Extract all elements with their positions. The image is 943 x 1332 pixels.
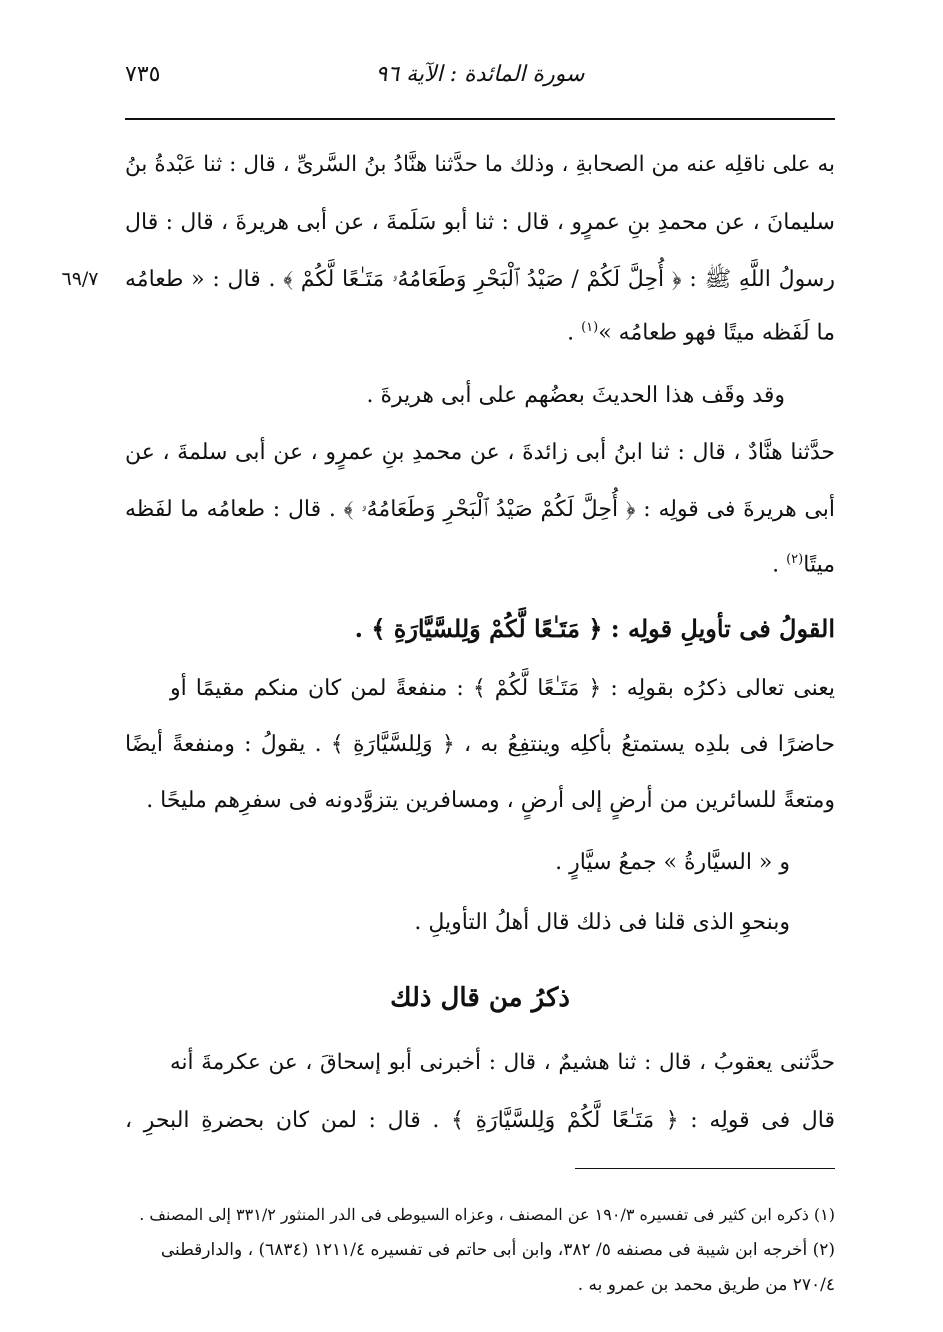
footnote: ٢٧٠/٤ من طريق محمد بن عمرو به . [577,1275,835,1295]
text-line: حدَّثنى يعقوبُ ، قال : ثنا هشيمٌ ، قال : أخبرنى أبو إسحاقَ ، عن عكرمةَ أنه [170,1050,835,1075]
text-line [125,552,835,577]
footnote: (٢) أخرجه ابن شيبة فى مصنفه ٥/ ٣٨٢، وابن أبى حاتم فى تفسيره ١٢١١/٤ (٦٨٣٤) ، والدارقطنى [160,1240,835,1260]
text-span: ميتًا [803,552,835,578]
text-line: يعنى تعالى ذكرُه بقولِه : ﴿ مَتَـٰعًا لَّكُمْ ﴾ : منفعةً لمن كان منكم مقيمًا أو [170,676,835,701]
footnote-rule [575,1168,835,1169]
text-line: قال فى قولِه : ﴿ مَتَـٰعًا لَّكُمْ وَلِلسَّيَّارَةِ ﴾ . قال : لمن كان بحضرةِ البحرِ ، [125,1108,835,1133]
footnote-marker: (١) [581,320,599,335]
text-span: . [772,552,780,578]
text-line: أبى هريرةَ فى قولِه : ﴿ أُحِلَّ لَكُمْ صَيْدُ ٱلْبَحْرِ وَطَعَامُهُۥ ﴾ . قال : طعامُه ما لفَظه [125,497,835,522]
text-line: و « السيَّارةُ » جمعُ سيَّارٍ . [555,850,790,875]
text-span: . [567,320,575,346]
text-span: ما لَفَظه ميتًا فهو طعامُه » [598,320,835,346]
text-line: رسولُ اللَّهِ ﷺ : ﴿ أُحِلَّ لَكُمْ / صَيْدُ ٱلْبَحْرِ وَطَعَامُهُۥ مَتَـٰعًا لَّكُمْ ﴾ . قال : « طعامُه [125,267,835,292]
text-line: وبنحوِ الذى قلنا فى ذلك قال أهلُ التأويلِ . [414,910,790,935]
page-header [125,62,835,102]
section-heading: ذكرُ من قال ذلك [390,983,570,1013]
text-line: به على ناقلِه عنه من الصحابةِ ، وذلك ما حدَّثنا هنَّادُ بنُ السَّرىِّ ، قال : ثنا عَبْدةُ بنُ [125,152,836,177]
margin-reference: ٦٩/٧ [61,268,99,290]
page-number: ٧٣٥ [125,62,161,87]
text-line: وقد وقَف هذا الحديثَ بعضُهم على أبى هريرةَ . [366,383,785,408]
footnote: (١) ذكره ابن كثير فى تفسيره ١٩٠/٣ عن المصنف ، وعزاه السيوطى فى الدر المنثور ٣٣١/٢ إلى المصنف . [139,1205,835,1224]
text-line: سليمانَ ، عن محمدِ بنِ عمرٍو ، قال : ثنا أبو سَلَمةَ ، عن أبى هريرةَ ، قال : قال [125,210,835,235]
header-rule [125,118,835,120]
text-line [125,320,835,345]
footnote-marker: (٢) [786,552,804,567]
running-title: سورة المائدة : الآية ٩٦ [375,62,585,87]
text-line: حدَّثنا هنَّادٌ ، قال : ثنا ابنُ أبى زائدةَ ، عن محمدِ بنِ عمرٍو ، عن أبى سلمةَ ، عن [125,440,835,465]
section-title: القولُ فى تأويلِ قولِه : ﴿ مَتَـٰعًا لَّكُمْ وَلِلسَّيَّارَةِ ﴾ . [354,614,835,643]
text-line: حاضرًا فى بلدِه يستمتعُ بأكلِه وينتفِعُ به ، ﴿ وَلِلسَّيَّارَةِ ﴾ . يقولُ : ومنفعةً أيضًا [125,732,835,757]
text-line: ومتعةً للسائرين من أرضٍ إلى أرضٍ ، ومسافرين يتزوَّدونه فى سفرِهم مليحًا . [146,788,835,813]
